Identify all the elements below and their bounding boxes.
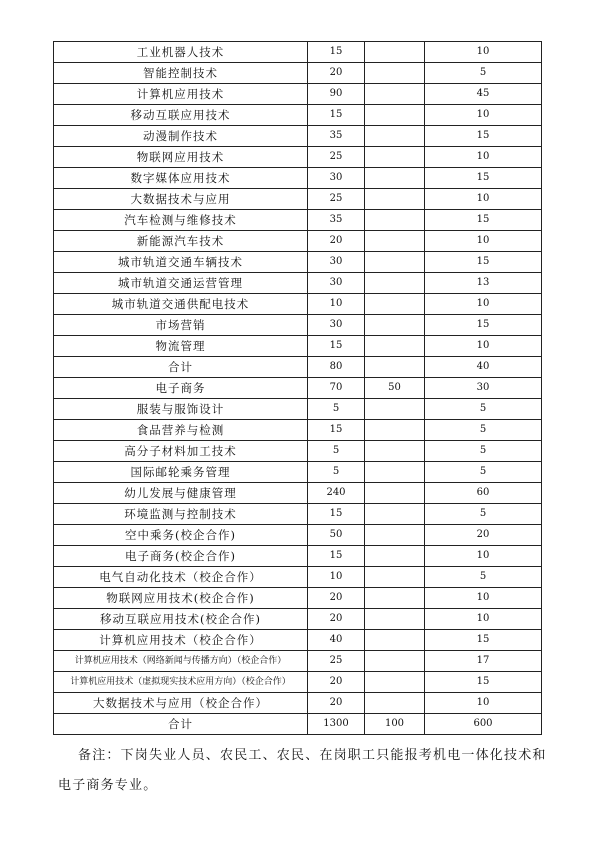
table-row bbox=[54, 210, 542, 231]
name-cell: 服装与服饰设计 bbox=[54, 399, 308, 420]
quota-c-cell: 15 bbox=[425, 210, 542, 231]
quota-c-cell: 10 bbox=[425, 42, 542, 63]
table-row bbox=[54, 231, 542, 252]
quota-c-cell: 10 bbox=[425, 588, 542, 609]
quota-a-cell: 70 bbox=[308, 378, 365, 399]
quota-c-cell: 10 bbox=[425, 294, 542, 315]
name-cell: 城市轨道交通供配电技术 bbox=[54, 294, 308, 315]
quota-a-cell: 10 bbox=[308, 567, 365, 588]
name-cell: 幼儿发展与健康管理 bbox=[54, 483, 308, 504]
name-cell: 电气自动化技术（校企合作） bbox=[54, 567, 308, 588]
name-cell: 物联网应用技术(校企合作) bbox=[54, 588, 308, 609]
quota-b-cell bbox=[365, 357, 425, 378]
quota-b-cell bbox=[365, 609, 425, 630]
quota-a-cell: 10 bbox=[308, 294, 365, 315]
table-row bbox=[54, 147, 542, 168]
quota-c-cell: 10 bbox=[425, 546, 542, 567]
quota-c-cell: 15 bbox=[425, 672, 542, 693]
table-row bbox=[54, 420, 542, 441]
table-row bbox=[54, 252, 542, 273]
table-row bbox=[54, 63, 542, 84]
quota-c-cell: 17 bbox=[425, 651, 542, 672]
table-row bbox=[54, 42, 542, 63]
quota-a-cell: 20 bbox=[308, 588, 365, 609]
table-row bbox=[54, 462, 542, 483]
quota-a-cell: 15 bbox=[308, 504, 365, 525]
table-row bbox=[54, 315, 542, 336]
quota-c-cell: 15 bbox=[425, 252, 542, 273]
quota-c-cell: 10 bbox=[425, 693, 542, 714]
quota-b-cell bbox=[365, 588, 425, 609]
name-cell: 城市轨道交通车辆技术 bbox=[54, 252, 308, 273]
quota-c-cell: 5 bbox=[425, 420, 542, 441]
table-row bbox=[54, 525, 542, 546]
quota-b-cell bbox=[365, 147, 425, 168]
table-row bbox=[54, 126, 542, 147]
table-row bbox=[54, 273, 542, 294]
table-row bbox=[54, 105, 542, 126]
quota-a-cell: 5 bbox=[308, 441, 365, 462]
quota-a-cell: 35 bbox=[308, 126, 365, 147]
name-cell: 计算机应用技术 bbox=[54, 84, 308, 105]
quota-b-cell bbox=[365, 546, 425, 567]
quota-b-cell: 50 bbox=[365, 378, 425, 399]
table-row bbox=[54, 357, 542, 378]
quota-b-cell bbox=[365, 252, 425, 273]
name-cell: 国际邮轮乘务管理 bbox=[54, 462, 308, 483]
name-cell: 移动互联应用技术 bbox=[54, 105, 308, 126]
table-row bbox=[54, 693, 542, 714]
table-row bbox=[54, 714, 542, 735]
quota-b-cell bbox=[365, 399, 425, 420]
quota-a-cell: 240 bbox=[308, 483, 365, 504]
table-row bbox=[54, 294, 542, 315]
name-cell: 汽车检测与维修技术 bbox=[54, 210, 308, 231]
quota-c-cell: 15 bbox=[425, 315, 542, 336]
quota-a-cell: 80 bbox=[308, 357, 365, 378]
table-row bbox=[54, 504, 542, 525]
quota-a-cell: 20 bbox=[308, 609, 365, 630]
quota-a-cell: 20 bbox=[308, 63, 365, 84]
quota-a-cell: 25 bbox=[308, 651, 365, 672]
quota-a-cell: 15 bbox=[308, 546, 365, 567]
quota-c-cell: 15 bbox=[425, 168, 542, 189]
quota-a-cell: 15 bbox=[308, 420, 365, 441]
quota-b-cell bbox=[365, 504, 425, 525]
quota-b-cell bbox=[365, 693, 425, 714]
quota-b-cell bbox=[365, 483, 425, 504]
table-row bbox=[54, 609, 542, 630]
quota-a-cell: 35 bbox=[308, 210, 365, 231]
quota-b-cell bbox=[365, 42, 425, 63]
name-cell: 城市轨道交通运营管理 bbox=[54, 273, 308, 294]
quota-a-cell: 20 bbox=[308, 672, 365, 693]
table-row bbox=[54, 630, 542, 651]
quota-a-cell: 15 bbox=[308, 105, 365, 126]
quota-a-cell: 50 bbox=[308, 525, 365, 546]
quota-b-cell bbox=[365, 84, 425, 105]
table-row bbox=[54, 399, 542, 420]
quota-b-cell bbox=[365, 189, 425, 210]
quota-b-cell bbox=[365, 336, 425, 357]
quota-a-cell: 25 bbox=[308, 147, 365, 168]
quota-c-cell: 5 bbox=[425, 441, 542, 462]
quota-b-cell bbox=[365, 168, 425, 189]
quota-b-cell bbox=[365, 462, 425, 483]
table-row bbox=[54, 588, 542, 609]
quota-b-cell bbox=[365, 210, 425, 231]
name-cell: 空中乘务(校企合作) bbox=[54, 525, 308, 546]
quota-c-cell: 600 bbox=[425, 714, 542, 735]
quota-b-cell: 100 bbox=[365, 714, 425, 735]
name-cell: 高分子材料加工技术 bbox=[54, 441, 308, 462]
quota-b-cell bbox=[365, 126, 425, 147]
name-cell: 移动互联应用技术(校企合作) bbox=[54, 609, 308, 630]
quota-b-cell bbox=[365, 525, 425, 546]
name-cell: 大数据技术与应用（校企合作） bbox=[54, 693, 308, 714]
table-row bbox=[54, 168, 542, 189]
quota-c-cell: 45 bbox=[425, 84, 542, 105]
quota-a-cell: 1300 bbox=[308, 714, 365, 735]
name-cell: 电子商务(校企合作) bbox=[54, 546, 308, 567]
quota-a-cell: 20 bbox=[308, 231, 365, 252]
quota-c-cell: 13 bbox=[425, 273, 542, 294]
quota-c-cell: 5 bbox=[425, 567, 542, 588]
quota-c-cell: 60 bbox=[425, 483, 542, 504]
quota-a-cell: 90 bbox=[308, 84, 365, 105]
quota-c-cell: 10 bbox=[425, 609, 542, 630]
quota-b-cell bbox=[365, 441, 425, 462]
quota-b-cell bbox=[365, 420, 425, 441]
name-cell: 环境监测与控制技术 bbox=[54, 504, 308, 525]
name-cell: 电子商务 bbox=[54, 378, 308, 399]
quota-a-cell: 30 bbox=[308, 273, 365, 294]
name-cell: 新能源汽车技术 bbox=[54, 231, 308, 252]
table-row bbox=[54, 378, 542, 399]
name-cell: 物联网应用技术 bbox=[54, 147, 308, 168]
quota-a-cell: 20 bbox=[308, 693, 365, 714]
remark-line-1: 备注：下岗失业人员、农民工、农民、在岗职工只能报考机电一体化技术和 bbox=[78, 748, 547, 763]
table-row bbox=[54, 546, 542, 567]
quota-c-cell: 40 bbox=[425, 357, 542, 378]
name-cell: 计算机应用技术（虚拟现实技术应用方向）（校企合作） bbox=[54, 672, 308, 693]
quota-a-cell: 40 bbox=[308, 630, 365, 651]
quota-a-cell: 5 bbox=[308, 462, 365, 483]
quota-b-cell bbox=[365, 630, 425, 651]
name-cell: 计算机应用技术（网络新闻与传播方向）（校企合作） bbox=[54, 651, 308, 672]
quota-c-cell: 10 bbox=[425, 147, 542, 168]
name-cell: 数字媒体应用技术 bbox=[54, 168, 308, 189]
name-cell: 动漫制作技术 bbox=[54, 126, 308, 147]
quota-b-cell bbox=[365, 105, 425, 126]
name-cell: 食品营养与检测 bbox=[54, 420, 308, 441]
name-cell: 合计 bbox=[54, 714, 308, 735]
quota-a-cell: 5 bbox=[308, 399, 365, 420]
table-row bbox=[54, 672, 542, 693]
name-cell: 计算机应用技术（校企合作） bbox=[54, 630, 308, 651]
quota-a-cell: 15 bbox=[308, 42, 365, 63]
quota-b-cell bbox=[365, 567, 425, 588]
quota-b-cell bbox=[365, 63, 425, 84]
table-row bbox=[54, 567, 542, 588]
quota-c-cell: 10 bbox=[425, 189, 542, 210]
name-cell: 物流管理 bbox=[54, 336, 308, 357]
quota-b-cell bbox=[365, 294, 425, 315]
quota-c-cell: 20 bbox=[425, 525, 542, 546]
quota-c-cell: 5 bbox=[425, 63, 542, 84]
quota-a-cell: 30 bbox=[308, 315, 365, 336]
quota-b-cell bbox=[365, 315, 425, 336]
quota-a-cell: 30 bbox=[308, 168, 365, 189]
quota-c-cell: 30 bbox=[425, 378, 542, 399]
name-cell: 合计 bbox=[54, 357, 308, 378]
table-row bbox=[54, 441, 542, 462]
name-cell: 工业机器人技术 bbox=[54, 42, 308, 63]
table-row bbox=[54, 84, 542, 105]
quota-b-cell bbox=[365, 672, 425, 693]
quota-c-cell: 5 bbox=[425, 504, 542, 525]
quota-c-cell: 15 bbox=[425, 126, 542, 147]
quota-a-cell: 25 bbox=[308, 189, 365, 210]
table-row bbox=[54, 483, 542, 504]
remark-line-2: 电子商务专业。 bbox=[58, 778, 158, 793]
name-cell: 大数据技术与应用 bbox=[54, 189, 308, 210]
quota-c-cell: 5 bbox=[425, 399, 542, 420]
quota-c-cell: 10 bbox=[425, 105, 542, 126]
name-cell: 市场营销 bbox=[54, 315, 308, 336]
table-row bbox=[54, 651, 542, 672]
quota-b-cell bbox=[365, 273, 425, 294]
quota-c-cell: 10 bbox=[425, 336, 542, 357]
quota-c-cell: 5 bbox=[425, 462, 542, 483]
quota-a-cell: 15 bbox=[308, 336, 365, 357]
quota-b-cell bbox=[365, 651, 425, 672]
quota-a-cell: 30 bbox=[308, 252, 365, 273]
enrollment-table bbox=[53, 41, 542, 735]
table-row bbox=[54, 336, 542, 357]
quota-c-cell: 15 bbox=[425, 630, 542, 651]
quota-b-cell bbox=[365, 231, 425, 252]
name-cell: 智能控制技术 bbox=[54, 63, 308, 84]
table-row bbox=[54, 189, 542, 210]
table-body bbox=[54, 42, 542, 735]
quota-c-cell: 10 bbox=[425, 231, 542, 252]
